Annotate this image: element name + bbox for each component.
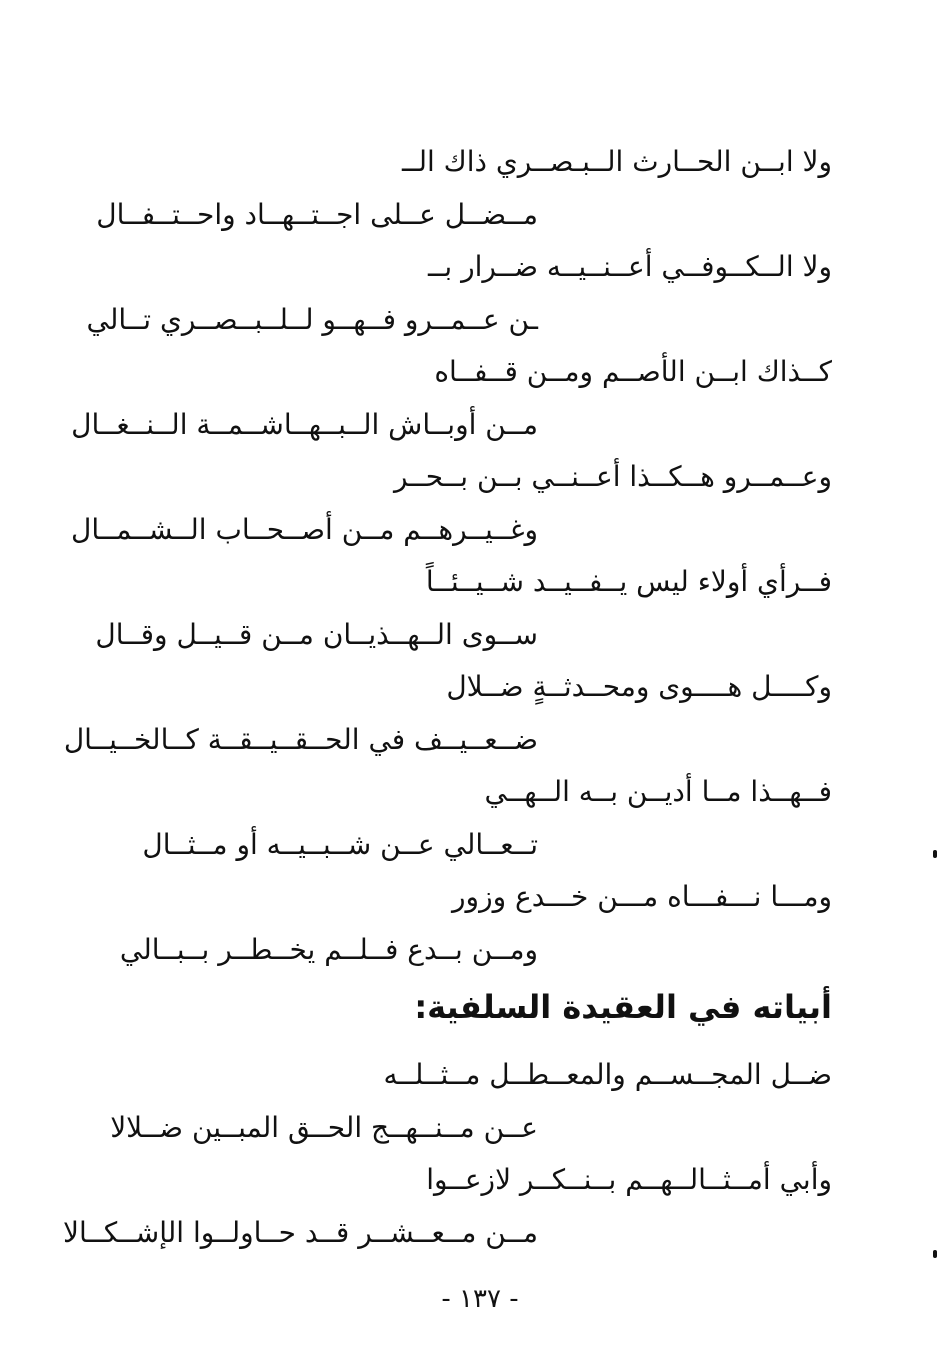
- verse-second-hemistich: ـن عــمــرو فــهــو لــلــبــصــري تــالي: [86, 302, 538, 336]
- verse-second-hemistich: مــن مــعــشــر قــد حــاولــوا الإشــكــالا: [63, 1215, 538, 1249]
- margin-mark: [933, 850, 937, 858]
- margin-mark: [933, 1250, 937, 1258]
- verse-second-hemistich: ضــعــيــف في الحــقــيــقــة كــالخــيــال: [63, 722, 538, 756]
- verse-first-hemistich: ضــل المجــســم والمعــطــل مــثــلــه: [383, 1058, 832, 1091]
- verse-second-hemistich: ســوى الــهــذيــان مــن قــيــل وقــال: [95, 617, 538, 651]
- verse-first-hemistich: فــرأي أولاء ليس يــفــيــد شــيــئــاً: [425, 565, 832, 598]
- verse-second-hemistich: مــن أوبــاش الــبــهــاشــمــة الــنــغــال: [71, 407, 538, 441]
- verse-second-hemistich: وغــيــرهــم مــن أصــحــاب الــشــمــال: [70, 512, 538, 546]
- page-number: - ١٣٧ -: [441, 1284, 519, 1314]
- verse-first-hemistich: ومـــا نـــفـــاه مـــن خـــدع وزور: [452, 880, 832, 913]
- verse-second-hemistich: مــضــل عــلى اجــتــهــاد واحــتــفــال: [96, 197, 538, 231]
- verse-first-hemistich: وأبي أمــثــالــهــم بــنــكــر لازعــوا: [426, 1163, 832, 1196]
- verse-first-hemistich: ولا الــكــوفــي أعــنــيــه ضــرار بــ: [427, 250, 832, 283]
- verse-first-hemistich: فــهــذا مــا أديــن بــه الــهــي: [484, 775, 832, 808]
- verse-first-hemistich: ولا ابــن الحــارث الــبـصــري ذاك الــ: [402, 145, 832, 178]
- verse-second-hemistich: ومــن بــدع فــلــم يخــطــر بــبــالي: [119, 932, 538, 966]
- section-heading: أبياته في العقيدة السلفية:: [414, 988, 832, 1026]
- verse-first-hemistich: وكــــل هــــوى ومحــدثــةٍ ضــلال: [446, 670, 832, 703]
- verse-second-hemistich: عــن مــنــهــج الحــق المبــين ضــلالا: [110, 1110, 538, 1144]
- verse-first-hemistich: كــذاك ابــن الأصــم ومــن قــفــاه: [434, 355, 832, 388]
- verse-second-hemistich: تــعــالي عــن شــبــيــه أو مــثــال: [142, 827, 538, 861]
- verse-first-hemistich: وعــمــرو هــكــذا أعــنــي بــن بــحــر: [393, 460, 832, 493]
